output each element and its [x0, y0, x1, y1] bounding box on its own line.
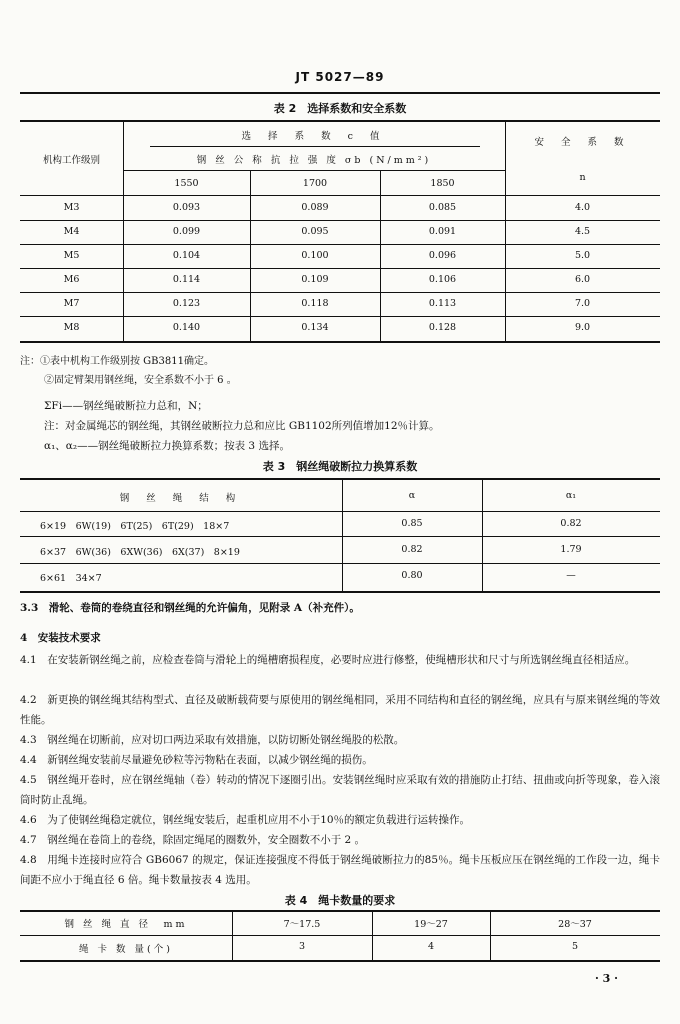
paragraph-4-8: 4.8 用绳卡连接时应符合 GB6067 的规定，保证连接强度不得低于钢丝绳破断拉力的85％。绳卡压板应压在钢丝绳的工作段一边，绳卡间距不应小于绳直径 6 倍。绳卡数量按表 4 选用。 — [20, 854, 660, 886]
table4-row-rule — [20, 935, 660, 936]
header-rule — [20, 92, 660, 94]
table4-count-label: 绳 卡 数 量(个) — [79, 944, 173, 955]
table2-level: M7 — [63, 298, 80, 309]
table2-c-value: 0.109 — [301, 274, 329, 285]
table2-n-value: 7.0 — [574, 298, 591, 309]
table2-strength-rule — [123, 170, 505, 171]
paragraph-4-1: 4.1 在安装新钢丝绳之前，应检查卷筒与滑轮上的绳槽磨损程度，必要时应进行修整，使绳槽形状和尺寸与所选钢丝绳直径相适应。 — [20, 654, 636, 666]
table2-level: M5 — [63, 250, 80, 261]
table2-note-2: ②固定臂架用钢丝绳，安全系数不小于 6 。 — [44, 375, 237, 386]
section-4-title: 4 安装技术要求 — [20, 632, 101, 644]
table3-structure: 6×61 34×7 — [40, 573, 102, 584]
paragraph-4-7: 4.7 钢丝绳在卷筒上的卷绕，除固定绳尾的圈数外，安全圈数不小于 2 。 — [20, 834, 366, 846]
table4-diameter: 28～37 — [558, 919, 592, 930]
table3-row-rule — [20, 536, 660, 537]
paragraph-4-5: 4.5 钢丝绳开卷时，应在钢丝绳轴（卷）转动的情况下逐圈引出。安装钢丝绳时应采取有效的措施防止打结、扭曲或向折等现象，卷入滚筒时防止乱绳。 — [20, 774, 660, 806]
page-number: · 3 · — [595, 972, 618, 985]
table3-structure: 6×37 6W(36) 6XW(36) 6X(37) 8×19 — [40, 547, 240, 558]
paragraph-4-4: 4.4 新钢丝绳安装前尽量避免砂粒等污物粘在表面，以减少钢丝绳的损伤。 — [20, 754, 373, 766]
table3-head-rule — [20, 511, 660, 512]
metal-core-note: 注：对金属绳芯的钢丝绳，其钢丝破断拉力总和应比 GB1102所列值增加12％计算。 — [44, 420, 440, 432]
table2-top-rule — [20, 120, 660, 122]
table2-strength: 1700 — [302, 178, 328, 189]
table2-row-rule — [20, 292, 660, 293]
section-3-3: 3.3 滑轮、卷筒的卷绕直径和钢丝绳的允许偏角，见附录 A（补充件）。 — [20, 602, 360, 614]
table4-count: 5 — [571, 941, 579, 952]
table2-c-value: 0.085 — [428, 202, 457, 213]
document-header: JT 5027—89 — [295, 70, 385, 84]
table4-diameter-label: 钢 丝 绳 直 径 mm — [64, 919, 188, 930]
table2-c-value: 0.113 — [428, 298, 457, 309]
table2-level: M6 — [63, 274, 80, 285]
table3-structure: 6×19 6W(19) 6T(25) 6T(29) 18×7 — [40, 521, 230, 532]
table4-count: 4 — [427, 941, 435, 952]
table2-strength: 1550 — [174, 178, 199, 189]
table3-head-alpha1: α₁ — [565, 490, 577, 501]
table2-c-value: 0.100 — [301, 250, 329, 261]
table2-c-value: 0.099 — [172, 226, 201, 237]
table3-alpha1: 0.82 — [560, 518, 582, 529]
table3-head-alpha: α — [408, 490, 416, 501]
table2-row-rule — [20, 316, 660, 317]
table3-bottom-rule — [20, 591, 660, 593]
paragraph-4-2: 4.2 新更换的钢丝绳其结构型式、直径及破断载荷要与原使用的钢丝绳相同，采用不同结构和直径的钢丝绳，应具有与原来钢丝绳的等效性能。 — [20, 694, 660, 726]
table2-n-value: 5.0 — [574, 250, 591, 261]
table3-row-rule — [20, 563, 660, 564]
table2-n-value: 4.0 — [574, 202, 591, 213]
table2-c-value: 0.096 — [428, 250, 457, 261]
paragraph-4-3: 4.3 钢丝绳在切断前，应对切口两边采取有效措施，以防切断处钢丝绳股的松散。 — [20, 734, 405, 746]
table2-c-value: 0.089 — [301, 202, 329, 213]
table2-n-value: 4.5 — [574, 226, 591, 237]
table2-head-sigma: 钢 丝 公 称 抗 拉 强 度 σb (N/mm²) — [196, 155, 432, 166]
table2-head-bottom-rule — [20, 195, 660, 196]
table2-c-value: 0.114 — [172, 274, 201, 285]
table3-alpha1: 1.79 — [560, 544, 582, 555]
table3-alpha1: — — [566, 570, 576, 581]
table2-n-value: 6.0 — [574, 274, 591, 285]
table2-level: M4 — [63, 226, 80, 237]
table2-c-value: 0.118 — [301, 298, 329, 309]
table2-caption: 表 2 选择系数和安全系数 — [273, 102, 407, 115]
table2-c-value: 0.123 — [172, 298, 201, 309]
table2-head-level: 机构工作级别 — [42, 155, 100, 166]
sum-fi-definition: ΣFi——钢丝绳破断拉力总和，N； — [44, 400, 208, 412]
table2-head-n: n — [579, 172, 586, 183]
table2-sub-rule — [150, 146, 480, 147]
table2-note-1: 注：①表中机构工作级别按 GB3811确定。 — [20, 356, 214, 367]
table2-row-rule — [20, 268, 660, 269]
table2-strength: 1850 — [430, 178, 455, 189]
table2-c-value: 0.106 — [428, 274, 457, 285]
table2-row-rule — [20, 220, 660, 221]
table4-top-rule — [20, 910, 660, 912]
table2-c-value: 0.104 — [172, 250, 201, 261]
table3-alpha: 0.85 — [401, 518, 423, 529]
table3-caption: 表 3 钢丝绳破断拉力换算系数 — [262, 460, 418, 473]
table2-c-value: 0.095 — [301, 226, 329, 237]
table2-c-value: 0.091 — [428, 226, 457, 237]
table3-alpha: 0.80 — [401, 570, 423, 581]
paragraph-4-6: 4.6 为了使钢丝绳稳定就位，钢丝绳安装后，起重机应用不小于10％的额定负载进行运转操作。 — [20, 814, 471, 826]
table3-alpha: 0.82 — [401, 544, 423, 555]
alpha-definition: α₁、α₂——钢丝绳破断拉力换算系数；按表 3 选择。 — [44, 440, 290, 452]
table4-count: 3 — [298, 941, 306, 952]
table2-c-value: 0.140 — [172, 322, 201, 333]
table2-n-value: 9.0 — [574, 322, 591, 333]
table2-c-value: 0.128 — [428, 322, 457, 333]
table2-bottom-rule — [20, 341, 660, 343]
table2-c-value: 0.134 — [301, 322, 329, 333]
table2-c-value: 0.093 — [172, 202, 201, 213]
table2-level: M8 — [63, 322, 80, 333]
table4-bottom-rule — [20, 960, 660, 962]
table2-head-c: 选 择 系 数 c 值 — [241, 131, 387, 142]
table4-diameter: 19～27 — [414, 919, 448, 930]
table2-row-rule — [20, 244, 660, 245]
table4-caption: 表 4 绳卡数量的要求 — [284, 894, 396, 907]
table2-head-safety: 安 全 系 数 — [534, 137, 631, 148]
table3-head-struct: 钢 丝 绳 结 构 — [119, 493, 243, 504]
table2-level: M3 — [63, 202, 80, 213]
table4-diameter: 7～17.5 — [283, 919, 321, 930]
table3-top-rule — [20, 478, 660, 480]
